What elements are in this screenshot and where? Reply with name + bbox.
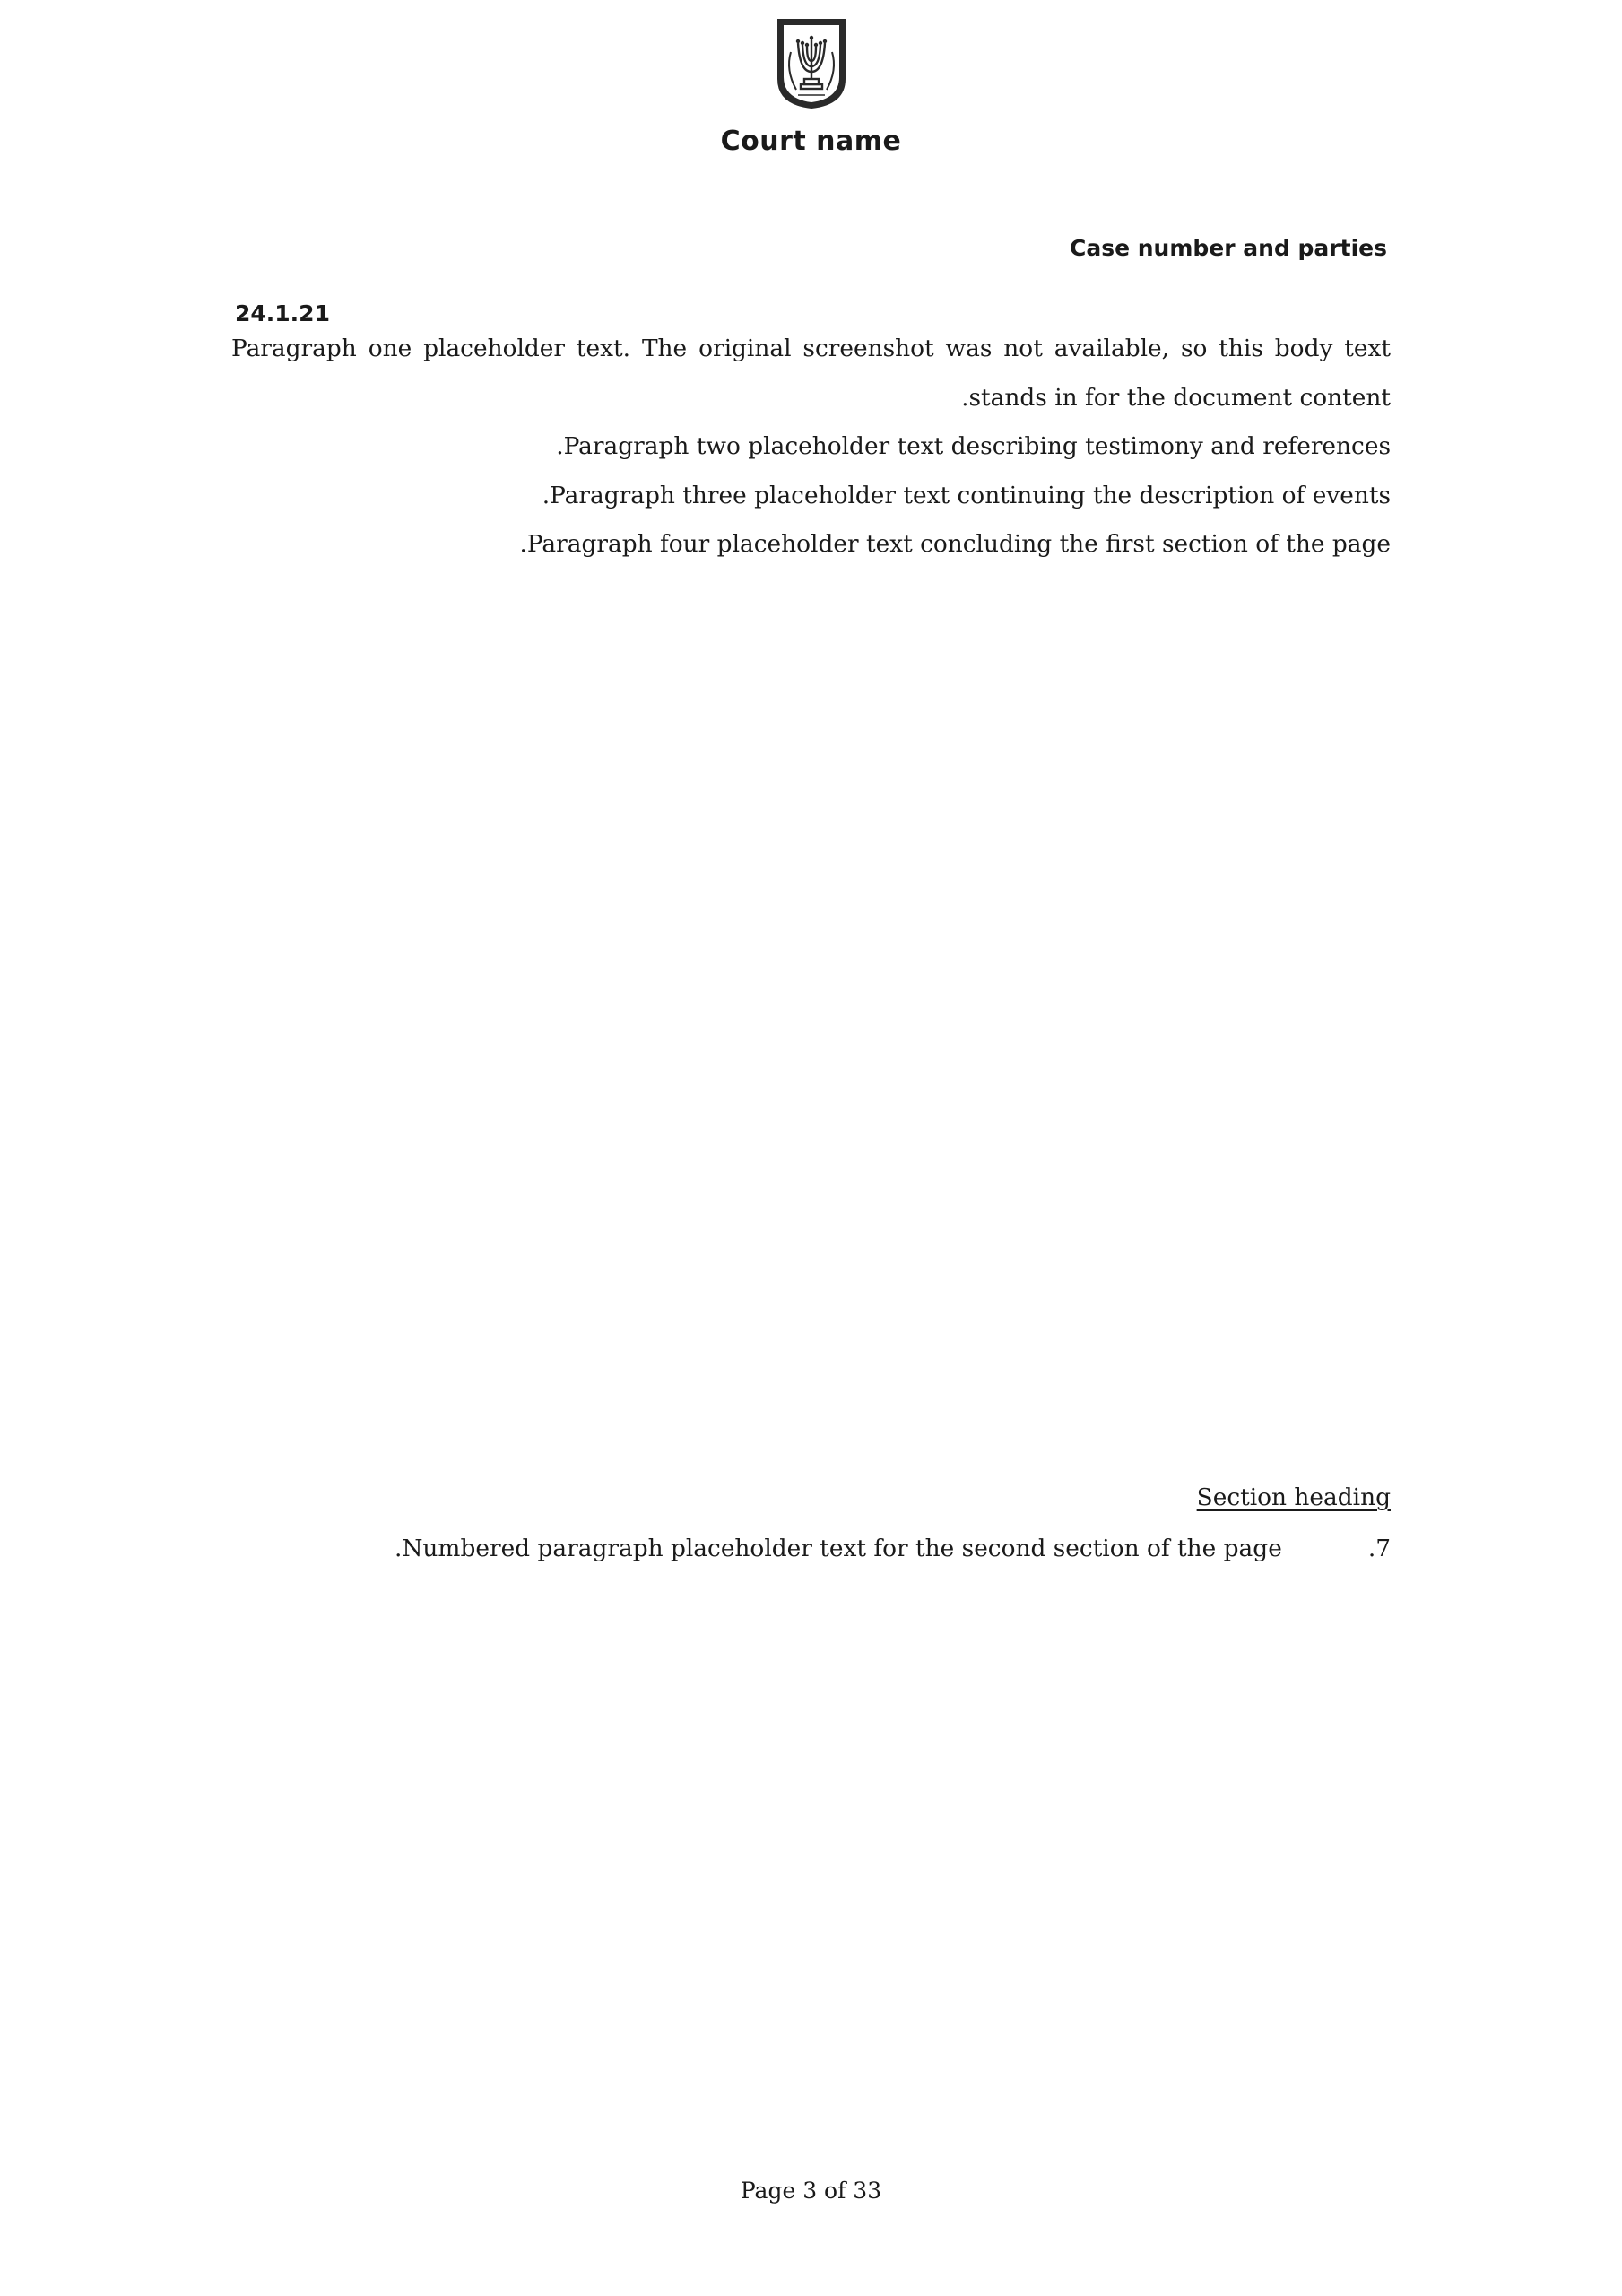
court-name: Court name: [720, 126, 902, 157]
body-text: [231, 325, 1391, 570]
document-date: 24.1.21: [235, 300, 330, 326]
state-emblem-icon: [775, 16, 848, 109]
case-title: Case number and parties: [1069, 235, 1387, 261]
paragraph-number: 7.: [1367, 1535, 1391, 1562]
paragraph-1: Paragraph one placeholder text. The original screenshot was not available, so this body text stands in for the document content.: [231, 335, 1391, 412]
section-body: [231, 1525, 1391, 1574]
section-heading: Section heading: [1196, 1483, 1391, 1511]
page-number: Page 3 of 33: [740, 2178, 882, 2204]
numbered-paragraph-text: Numbered paragraph placeholder text for the second section of the page.: [394, 1535, 1282, 1562]
paragraph-3: Paragraph three placeholder text continuing the description of events.: [542, 481, 1391, 509]
paragraph-4: Paragraph four placeholder text concluding the first section of the page.: [519, 530, 1391, 558]
numbered-paragraph: [231, 1525, 1391, 1574]
paragraph-2: Paragraph two placeholder text describing testimony and references.: [556, 432, 1391, 460]
